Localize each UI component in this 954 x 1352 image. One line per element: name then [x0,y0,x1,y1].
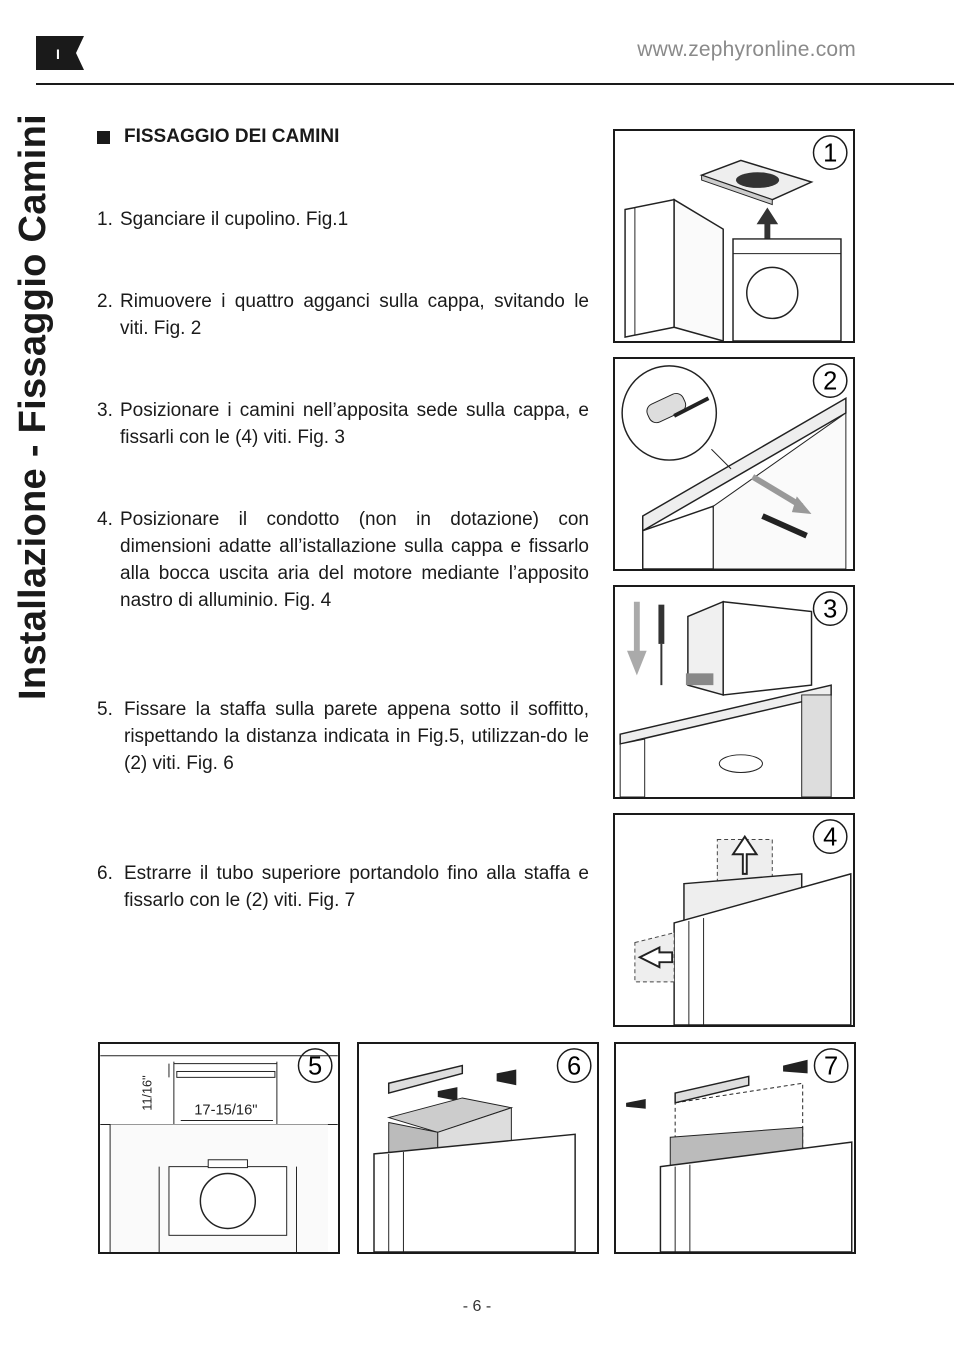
lang-badge: I [56,46,60,62]
dimension-height: 11/16" [139,1075,155,1111]
figure-3 [613,585,855,799]
step-number: 5. [97,699,113,720]
figure-number: 3 [823,595,838,624]
square-bullet-icon [97,131,110,144]
figure-5-drawing [100,1044,338,1252]
step-1 [97,206,589,233]
step-5 [97,696,589,777]
step-number: 3. [97,400,113,421]
step-number: 1. [97,209,113,230]
step-text: Posizionare il condotto (non in dotazione) con dimensioni adatte all’istallazione sulla cappa e fissarlo alla bocca uscita aria del motore mediante l’apposito nastro di alluminio. Fig. 4 [120,509,589,611]
step-text: Rimuovere i quattro agganci sulla cappa, svitando le viti. Fig. 2 [120,291,589,339]
figure-3-drawing [615,587,853,797]
figure-number: 1 [823,139,838,168]
section-heading [97,126,339,148]
step-text: Posizionare i camini nell’apposita sede sulla cappa, e fissarli con le (4) viti. Fig. 3 [120,400,589,448]
step-text: Estrarre il tubo superiore portandolo fino alla staffa e fissarlo con le (2) viti. Fig. 7 [124,863,589,911]
figure-number: 2 [823,367,838,396]
section-title: FISSAGGIO DEI CAMINI [124,126,340,147]
step-3 [97,397,589,451]
figure-7-drawing [616,1044,854,1252]
header-divider [36,83,954,85]
figure-7 [614,1042,856,1254]
step-number: 2. [97,291,113,312]
figure-4 [613,813,855,1027]
figure-number: 7 [824,1052,839,1081]
language-tab-icon [36,36,84,70]
figure-1-drawing [615,131,853,341]
side-title: Installazione - Fissaggio Camini [12,113,54,700]
step-text: Sganciare il cupolino. Fig.1 [120,209,349,230]
step-number: 4. [97,509,113,530]
figure-2-drawing [615,359,853,569]
figure-6 [357,1042,599,1254]
figure-number: 5 [308,1052,323,1081]
dimension-width: 17-15/16" [194,1102,258,1119]
figure-4-drawing [615,815,853,1025]
figure-5 [98,1042,340,1254]
step-4 [97,506,589,614]
step-6 [97,860,589,914]
website-url[interactable]: www.zephyronline.com [637,38,856,61]
page-number: - 6 - [462,1298,492,1315]
figure-6-drawing [359,1044,597,1252]
figure-2 [613,357,855,571]
step-number: 6. [97,863,113,884]
figure-number: 4 [823,823,838,852]
step-2 [97,288,589,342]
step-text: Fissare la staffa sulla parete appena sotto il soffitto, rispettando la distanza indicata in Fig.5, utilizzan-do le (2) viti. Fig. 6 [124,699,589,774]
figure-1 [613,129,855,343]
figure-number: 6 [567,1052,582,1081]
